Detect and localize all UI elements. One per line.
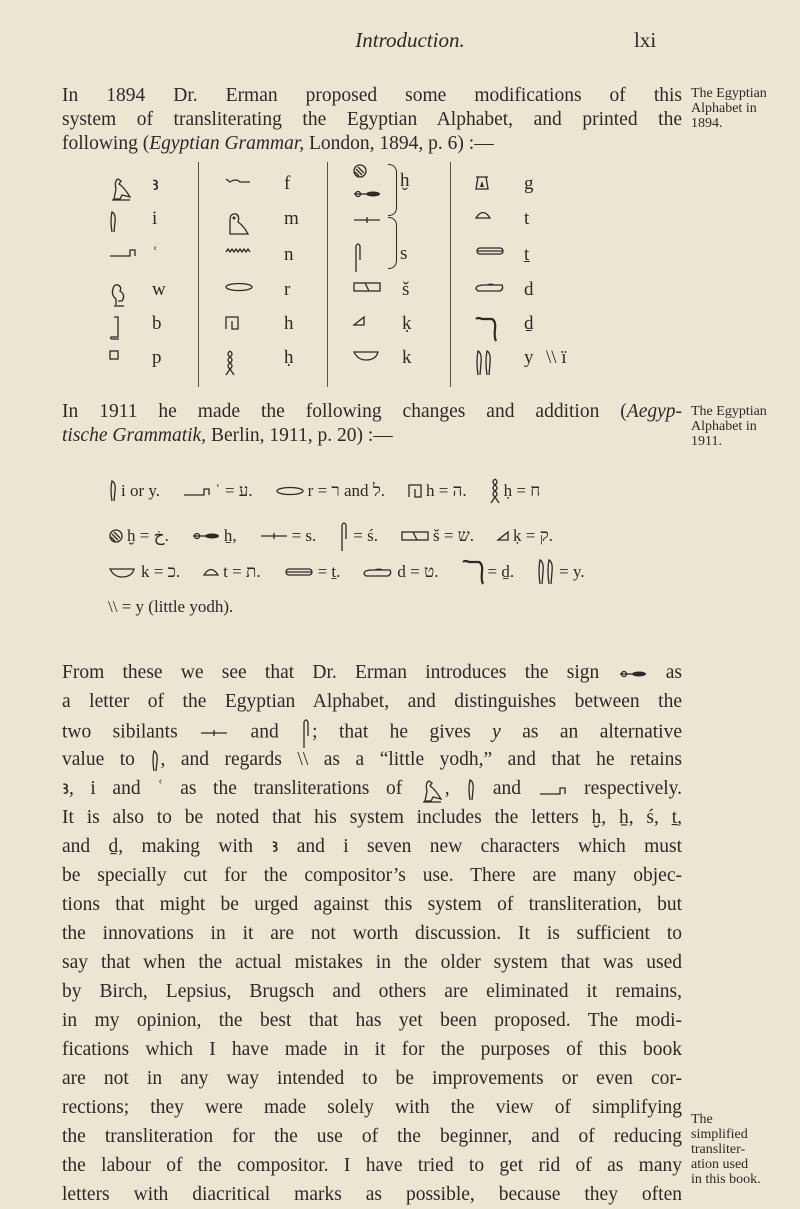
reed-hieroglyph-icon: [108, 210, 118, 234]
italic-text: tische Grammatik,: [62, 425, 207, 446]
text-run: fications which I have made in it for the purposes of this book: [62, 1039, 682, 1060]
text-line: [62, 1122, 682, 1151]
text-run: by Birch, Lepsius, Brugsch and others are eliminated it remains,: [62, 981, 682, 1002]
text-line: [62, 948, 682, 977]
text-line: [62, 745, 682, 774]
equivalence-text: t = ת.: [223, 562, 261, 581]
italic-text: Aegyp-: [626, 401, 682, 422]
text-run: be specially cut for the compositor’s use. There are many objec-: [62, 865, 682, 886]
transliteration: ṯ: [524, 244, 530, 265]
equivalence-text: = y.: [559, 562, 585, 581]
equivalence-item: [496, 526, 553, 546]
equivalence-item: [108, 479, 160, 503]
text-line: [62, 1093, 682, 1122]
transliteration: ḏ: [524, 313, 534, 334]
transliteration: k: [402, 347, 412, 368]
margin-note-simplified: [691, 1112, 800, 1187]
text-run: in my opinion, the best that has yet been proposed. The modi-: [62, 1010, 682, 1031]
transliteration: d: [524, 279, 534, 300]
text-line: [62, 890, 682, 919]
arm-hieroglyph-icon: [182, 485, 212, 497]
equivalence-text: = ḏ.: [487, 562, 515, 581]
equivalence-item: [338, 519, 378, 553]
viper-hieroglyph-icon: [224, 175, 252, 185]
text-run: and: [476, 778, 538, 799]
text-run: the transliteration for the use of the beginner, and of reducing: [62, 1126, 682, 1147]
hill-hieroglyph-icon: [496, 530, 510, 542]
vulture-hieroglyph-icon: [108, 175, 134, 201]
text-line: [62, 687, 682, 716]
text-run: and ḏ, making with ꜣ and i seven new characters which must: [62, 836, 682, 857]
text-run: ; that he gives: [312, 721, 493, 743]
belly-hieroglyph-icon: [618, 668, 648, 680]
transliteration: h: [284, 313, 294, 334]
cobra-hieroglyph-icon: [474, 315, 498, 343]
transliteration: ʿ: [152, 244, 159, 265]
text-run: as: [647, 662, 682, 683]
text-line: [62, 977, 682, 1006]
basket-hieroglyph-icon: [108, 566, 138, 578]
text-run: two sibilants: [62, 721, 200, 743]
cloth-hieroglyph-icon: [352, 240, 364, 274]
transliteration: f: [284, 173, 291, 194]
equivalence-item: [108, 597, 233, 617]
bread-hieroglyph-icon: [474, 210, 492, 220]
equivalence-text: r = ר and ל.: [307, 481, 386, 500]
equivalence-text: i or y.: [121, 481, 161, 500]
stool-hieroglyph-icon: [108, 349, 120, 361]
text-line: [62, 132, 682, 156]
basket-hieroglyph-icon: [352, 349, 382, 361]
tether-hieroglyph-icon: [474, 246, 506, 256]
transliteration: s: [400, 243, 408, 264]
text-line: [62, 832, 682, 861]
equivalence-text: k = כ.: [141, 562, 181, 581]
reed-hieroglyph-icon: [466, 778, 476, 802]
margin-note-line: 1894.: [691, 116, 723, 131]
equivalence-item: [362, 562, 438, 582]
text-run: the labour of the compositor. I have tried to get rid of as many: [62, 1155, 682, 1176]
text-line: [62, 919, 682, 948]
shelter-hieroglyph-icon: [224, 315, 240, 331]
equivalence-item: [191, 526, 237, 546]
wick-hieroglyph-icon: [224, 349, 236, 377]
hill-hieroglyph-icon: [352, 315, 366, 327]
equivalence-item: [489, 477, 541, 505]
stand-hieroglyph-icon: [474, 175, 490, 191]
equivalence-text: ḥ = ח: [503, 481, 541, 500]
italic-text: Egyptian Grammar,: [149, 133, 305, 154]
text-line: [62, 1006, 682, 1035]
transliteration: t: [524, 208, 530, 229]
equivalence-text: = ś.: [353, 526, 378, 545]
leg-hieroglyph-icon: [108, 315, 124, 341]
text-run: the innovations in it are not worth discussion. It is sufficient to: [62, 923, 682, 944]
transliteration: i: [152, 208, 158, 229]
text-run: value to: [62, 749, 151, 770]
margin-note-1894: [691, 86, 800, 131]
equivalence-row: [108, 597, 255, 617]
owl-hieroglyph-icon: [224, 210, 250, 236]
paragraph-discussion: [62, 658, 682, 1209]
text-run: a letter of the Egyptian Alphabet, and distinguishes between the: [62, 691, 682, 712]
text-line: [62, 803, 682, 832]
paragraph-1894: [62, 84, 682, 156]
equivalence-item: [407, 481, 467, 501]
equivalence-item: [108, 526, 169, 546]
text-line: [62, 774, 682, 803]
placenta-hieroglyph-icon: [108, 528, 124, 544]
text-run: respectively.: [567, 778, 682, 799]
equivalence-text: d = ט.: [397, 562, 439, 581]
margin-note-line: The Egyptian: [691, 404, 767, 419]
transliteration: m: [284, 208, 299, 229]
transliteration: š: [402, 279, 410, 300]
brace: [388, 217, 397, 269]
table-divider: [327, 162, 328, 387]
bolt-hieroglyph-icon: [199, 728, 229, 738]
transliteration: b: [152, 313, 162, 334]
text-run: and: [229, 721, 301, 743]
text-line: [62, 716, 682, 745]
text-line: [62, 1151, 682, 1180]
double-reed-hieroglyph-icon: [474, 349, 494, 377]
text-run: From these we see that Dr. Erman introduces the sign: [62, 662, 618, 683]
text-run: ,: [444, 778, 467, 799]
margin-note-line: transliter-: [691, 1142, 746, 1157]
text-line: In 1894 Dr. Erman proposed some modifications of this: [62, 85, 682, 106]
water-hieroglyph-icon: [224, 246, 254, 256]
text-line: [62, 1180, 682, 1209]
equivalence-item: [536, 558, 584, 586]
tether-hieroglyph-icon: [283, 567, 315, 577]
transliteration: p: [152, 347, 162, 368]
hand-hieroglyph-icon: [474, 281, 506, 293]
text-run: In 1911 he made the following changes and addition (: [62, 401, 627, 422]
transliteration: ḥ: [284, 347, 294, 368]
paragraph-1911: [62, 400, 682, 448]
equivalence-item: [461, 558, 515, 586]
alt-transliteration: \\ ï: [546, 347, 567, 368]
equivalence-item: [275, 481, 385, 501]
equivalence-text: h = ה.: [426, 481, 467, 500]
arm-hieroglyph-icon: [538, 784, 568, 796]
equivalence-row: [108, 477, 562, 505]
text-line: [62, 424, 682, 448]
margin-note-line: ation used: [691, 1157, 749, 1172]
text-run: ꜣ, i and ʿ as the transliterations of: [62, 778, 419, 799]
text-run: rections; they were made solely with the view of simplifying: [62, 1097, 682, 1118]
margin-note-line: simplified: [691, 1127, 748, 1142]
margin-note-line: The Egyptian: [691, 86, 767, 101]
text-run: Berlin, 1911, p. 20) :—: [206, 425, 393, 446]
text-run: say that when the actual mistakes in the older system that was used: [62, 952, 682, 973]
reed-hieroglyph-icon: [108, 479, 118, 503]
equivalence-text: ʿ = ע.: [215, 481, 253, 500]
equivalence-item: [182, 481, 253, 501]
text-line: [62, 658, 682, 687]
equivalence-item: [202, 562, 260, 582]
bolt-hieroglyph-icon: [259, 531, 289, 541]
text-run: tions that might be urged against this system of transliteration, but: [62, 894, 682, 915]
double-reed-hieroglyph-icon: [536, 558, 556, 586]
bolt-hieroglyph-icon: [352, 215, 382, 225]
placenta-hieroglyph-icon: [352, 163, 368, 179]
text-run: as an alternative: [500, 721, 682, 743]
equivalence-item: [108, 562, 180, 582]
margin-note-line: Alphabet in: [691, 419, 757, 434]
text-line: [62, 1035, 682, 1064]
equivalence-text: ẖ,: [223, 526, 237, 545]
transliteration: g: [524, 173, 534, 194]
margin-note-line: in this book.: [691, 1172, 761, 1187]
pool-hieroglyph-icon: [352, 281, 382, 293]
text-line: [62, 1064, 682, 1093]
text-line: [62, 861, 682, 890]
transliteration: w: [152, 279, 166, 300]
equivalence-row: [108, 558, 607, 586]
text-run: It is also to be noted that his system includes the letters ḫ, ẖ, ś, ṯ,: [62, 807, 682, 828]
equivalence-row: [108, 519, 575, 553]
hand-hieroglyph-icon: [362, 566, 394, 578]
margin-note-1911: [691, 404, 800, 449]
text-run: letters with diacritical marks as possible, because they often: [62, 1184, 682, 1205]
arm-hieroglyph-icon: [108, 246, 138, 258]
transliteration: r: [284, 279, 291, 300]
transliteration: ḳ: [402, 313, 412, 334]
text-run: London, 1894, p. 6) :—: [304, 133, 494, 154]
equivalence-text: ḳ = ק.: [512, 526, 553, 545]
shelter-hieroglyph-icon: [407, 483, 423, 499]
margin-note-line: Alphabet in: [691, 101, 757, 116]
equivalence-text: = s.: [291, 526, 317, 545]
table-divider: [450, 162, 451, 387]
table-divider: [198, 162, 199, 387]
wick-hieroglyph-icon: [489, 477, 501, 505]
equivalence-item: [400, 526, 474, 546]
equivalence-text: \\ = y (little yodh).: [108, 597, 234, 616]
chick-hieroglyph-icon: [108, 281, 130, 307]
text-line: system of transliterating the Egyptian Alphabet, and printed the: [62, 109, 682, 130]
text-run: following (: [62, 133, 150, 154]
brace: [388, 164, 397, 216]
bread-hieroglyph-icon: [202, 567, 220, 577]
belly-hieroglyph-icon: [191, 530, 221, 542]
belly-hieroglyph-icon: [352, 188, 382, 200]
cobra-hieroglyph-icon: [461, 558, 485, 586]
equivalence-item: [259, 526, 317, 546]
reed-hieroglyph-icon: [150, 749, 160, 773]
equivalence-text: = ṯ.: [317, 562, 341, 581]
text-run: , and regards \\ as a “little yodh,” and that he retains: [160, 749, 682, 770]
mouth-hieroglyph-icon: [275, 485, 305, 497]
italic-text: y: [492, 721, 501, 743]
text-run: are not in any way intended to be improvements or even cor-: [62, 1068, 682, 1089]
equivalence-item: [283, 562, 341, 582]
page-number: lxi: [634, 28, 657, 52]
transliteration: ḫ: [400, 170, 410, 191]
margin-note-line: The: [691, 1112, 713, 1127]
mouth-hieroglyph-icon: [224, 281, 254, 293]
transliteration: ꜣ: [152, 174, 159, 195]
margin-note-line: 1911.: [691, 434, 722, 449]
text-line: [62, 400, 682, 424]
pool-hieroglyph-icon: [400, 530, 430, 542]
running-header-title: Introduction.: [355, 28, 465, 52]
transliteration: n: [284, 244, 294, 265]
equivalence-text: ḫ = خ.: [127, 526, 169, 545]
transliteration: y: [524, 347, 534, 368]
vulture-hieroglyph-icon: [419, 777, 445, 803]
cloth-hieroglyph-icon: [338, 519, 350, 553]
equivalence-text: š = ש.: [432, 526, 474, 545]
